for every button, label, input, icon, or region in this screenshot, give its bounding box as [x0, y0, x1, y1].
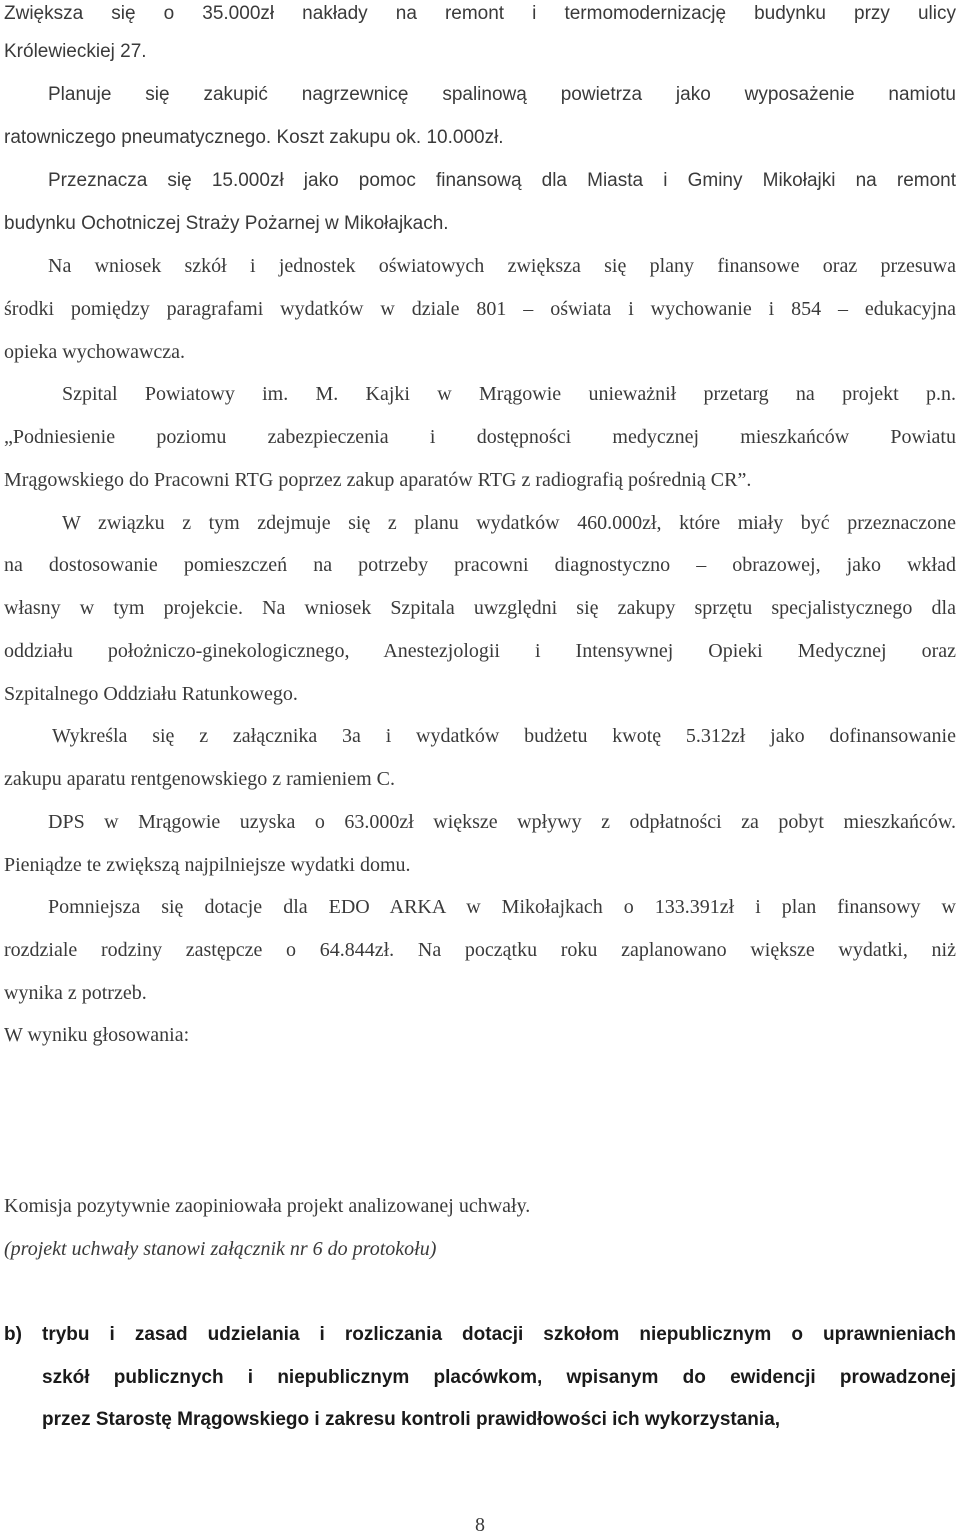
paragraph-line: zakupu aparatu rentgenowskiego z ramieniem C. [4, 768, 395, 790]
paragraph-line: Przeznacza się 15.000zł jako pomoc finansową dla Miasta i Gminy Mikołajki na remont [48, 170, 956, 191]
paragraph-line: oddziału położniczo-ginekologicznego, Anestezjologii i Intensywnej Opieki Medycznej oraz [4, 640, 956, 662]
paragraph-line: wynika z potrzeb. [4, 982, 147, 1004]
paragraph-line: Na wniosek szkół i jednostek oświatowych zwiększa się plany finansowe oraz przesuwa [48, 255, 956, 277]
paragraph-line: Planuje się zakupić nagrzewnicę spalinową powietrza jako wyposażenie namiotu [48, 84, 956, 105]
paragraph-line: rozdziale rodziny zastępcze o 64.844zł. Na początku roku zaplanowano większe wydatki, niż [4, 939, 956, 961]
paragraph-line: Mrągowskiego do Pracowni RTG poprzez zakup aparatów RTG z radiografią pośrednią CR”. [4, 469, 752, 491]
paragraph-line: W związku z tym zdejmuje się z planu wydatków 460.000zł, które miały być przeznaczone [62, 512, 956, 534]
vote-heading: W wyniku głosowania: [4, 1024, 190, 1046]
paragraph-line: DPS w Mrągowie uzyska o 63.000zł większe wpływy z odpłatności za pobyt mieszkańców. [48, 811, 956, 833]
paragraph-line: na dostosowanie pomieszczeń na potrzeby pracowni diagnostyczno – obrazowej, jako wkład [4, 554, 956, 576]
paragraph-line: Szpital Powiatowy im. M. Kajki w Mrągowie unieważnił przetarg na projekt p.n. [62, 383, 956, 405]
paragraph-line: „Podniesienie poziomu zabezpieczenia i dostępności medycznej mieszkańców Powiatu [4, 426, 956, 448]
section-heading-line: przez Starostę Mrągowskiego i zakresu kontroli prawidłowości ich wykorzystania, [42, 1409, 781, 1430]
committee-opinion: Komisja pozytywnie zaopiniowała projekt analizowanej uchwały. [4, 1195, 531, 1217]
paragraph-line: Wykreśla się z załącznika 3a i wydatków budżetu kwotę 5.312zł jako dofinansowanie [52, 725, 956, 747]
section-heading-line: trybu i zasad udzielania i rozliczania dotacji szkołom niepublicznym o uprawnieniach [42, 1324, 956, 1345]
paragraph-line: budynku Ochotniczej Straży Pożarnej w Mikołajkach. [4, 213, 449, 234]
paragraph-line: Królewieckiej 27. [4, 41, 147, 62]
section-marker: b) [4, 1324, 22, 1345]
paragraph-line: środki pomiędzy paragrafami wydatków w dziale 801 – oświata i wychowanie i 854 – edukacyjna [4, 298, 956, 320]
paragraph-line: ratowniczego pneumatycznego. Koszt zakupu ok. 10.000zł. [4, 127, 504, 148]
paragraph-line: Pieniądze te zwiększą najpilniejsze wydatki domu. [4, 854, 411, 876]
paragraph-line: Szpitalnego Oddziału Ratunkowego. [4, 683, 298, 705]
page-number: 8 [475, 1514, 485, 1536]
paragraph-line: własny w tym projekcie. Na wniosek Szpitala uwzględni się zakupy sprzętu specjalistycznego dla [4, 597, 956, 619]
paragraph-line: Pomniejsza się dotacje dla EDO ARKA w Mikołajkach o 133.391zł i plan finansowy w [48, 896, 956, 918]
attachment-note: (projekt uchwały stanowi załącznik nr 6 do protokołu) [4, 1238, 437, 1260]
section-heading-line: szkół publicznych i niepublicznym placówkom, wpisanym do ewidencji prowadzonej [42, 1367, 956, 1388]
paragraph-line: opieka wychowawcza. [4, 341, 186, 363]
paragraph-line: Zwiększa się o 35.000zł nakłady na remont i termomodernizację budynku przy ulicy [4, 3, 956, 24]
